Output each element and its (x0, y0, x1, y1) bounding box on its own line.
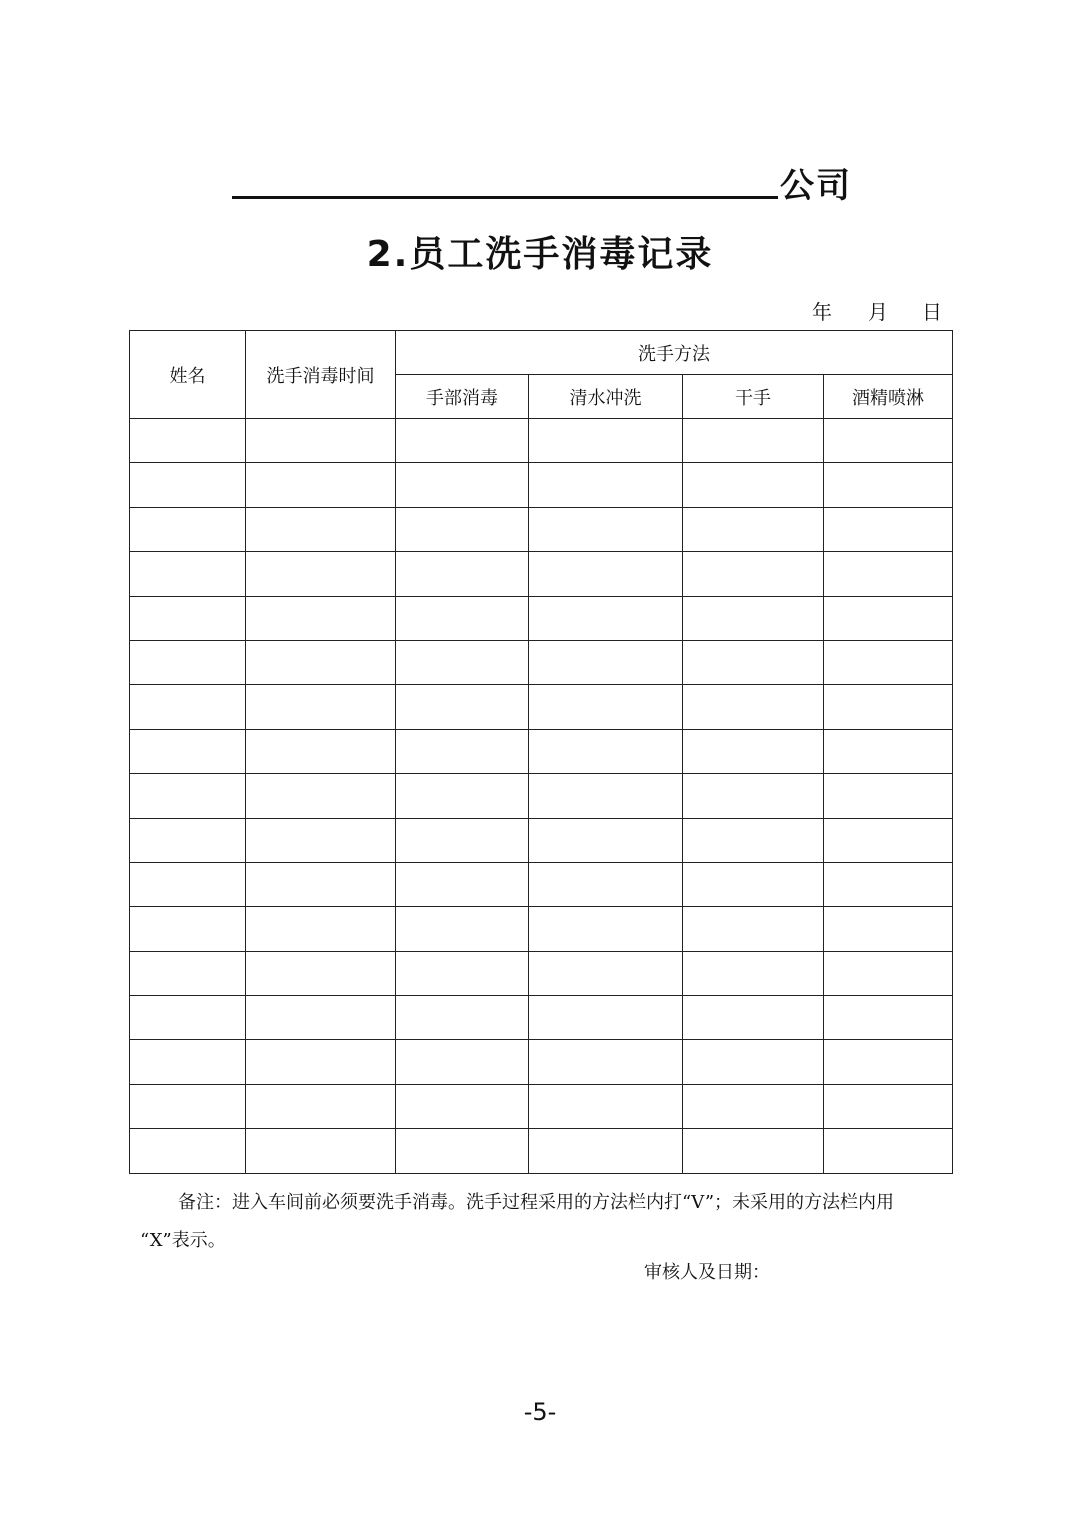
header-water-rinse: 清水冲洗 (529, 375, 683, 419)
table-row (130, 729, 953, 773)
cell-hand-disinfection[interactable] (396, 596, 529, 640)
cell-water-rinse[interactable] (529, 640, 683, 684)
cell-alcohol-spray[interactable] (824, 552, 953, 596)
cell-time[interactable] (246, 951, 396, 995)
cell-hand-disinfection[interactable] (396, 907, 529, 951)
cell-alcohol-spray[interactable] (824, 596, 953, 640)
cell-water-rinse[interactable] (529, 996, 683, 1040)
cell-time[interactable] (246, 729, 396, 773)
cell-water-rinse[interactable] (529, 1129, 683, 1173)
cell-hand-dry[interactable] (683, 818, 824, 862)
cell-hand-dry[interactable] (683, 552, 824, 596)
cell-hand-dry[interactable] (683, 1040, 824, 1084)
cell-hand-dry[interactable] (683, 507, 824, 551)
cell-time[interactable] (246, 1129, 396, 1173)
header-time: 洗手消毒时间 (246, 331, 396, 419)
cell-hand-disinfection[interactable] (396, 1129, 529, 1173)
cell-hand-dry[interactable] (683, 685, 824, 729)
cell-alcohol-spray[interactable] (824, 729, 953, 773)
date-day-label: 日 (922, 300, 942, 324)
cell-time[interactable] (246, 862, 396, 906)
table-row (130, 419, 953, 463)
cell-time[interactable] (246, 596, 396, 640)
table-row (130, 1129, 953, 1173)
handwash-record-table (129, 330, 953, 1174)
table-row (130, 774, 953, 818)
cell-hand-disinfection[interactable] (396, 463, 529, 507)
header-hand-disinfection: 手部消毒 (396, 375, 529, 419)
cell-hand-dry[interactable] (683, 1084, 824, 1128)
cell-name[interactable] (130, 552, 246, 596)
company-suffix: 公司 (780, 166, 852, 206)
cell-time[interactable] (246, 419, 396, 463)
cell-water-rinse[interactable] (529, 907, 683, 951)
cell-alcohol-spray[interactable] (824, 463, 953, 507)
table-row (130, 596, 953, 640)
note-line-1: 备注：进入车间前必须要洗手消毒。洗手过程采用的方法栏内打“V”；未采用的方法栏内用 (178, 1192, 895, 1213)
header-method-group: 洗手方法 (396, 331, 953, 375)
table-row (130, 1040, 953, 1084)
cell-hand-disinfection[interactable] (396, 507, 529, 551)
company-name-row (232, 158, 852, 206)
table-row (130, 818, 953, 862)
cell-time[interactable] (246, 907, 396, 951)
cell-water-rinse[interactable] (529, 774, 683, 818)
header-hand-dry: 干手 (683, 375, 824, 419)
cell-water-rinse[interactable] (529, 1040, 683, 1084)
cell-time[interactable] (246, 640, 396, 684)
cell-time[interactable] (246, 685, 396, 729)
page-number: -5- (523, 1398, 557, 1426)
cell-hand-disinfection[interactable] (396, 1040, 529, 1084)
cell-name[interactable] (130, 862, 246, 906)
table-row (130, 862, 953, 906)
cell-name[interactable] (130, 1129, 246, 1173)
table-row (130, 685, 953, 729)
cell-time[interactable] (246, 774, 396, 818)
cell-name[interactable] (130, 463, 246, 507)
cell-alcohol-spray[interactable] (824, 951, 953, 995)
cell-time[interactable] (246, 818, 396, 862)
cell-water-rinse[interactable] (529, 552, 683, 596)
cell-hand-dry[interactable] (683, 596, 824, 640)
table-row (130, 507, 953, 551)
cell-hand-dry[interactable] (683, 951, 824, 995)
cell-name[interactable] (130, 640, 246, 684)
cell-hand-dry[interactable] (683, 907, 824, 951)
reviewer-date-label: 审核人及日期： (644, 1262, 770, 1283)
cell-water-rinse[interactable] (529, 862, 683, 906)
cell-water-rinse[interactable] (529, 818, 683, 862)
cell-water-rinse[interactable] (529, 463, 683, 507)
cell-hand-disinfection[interactable] (396, 1084, 529, 1128)
document-title: 2.员工洗手消毒记录 (366, 234, 714, 275)
table-row (130, 951, 953, 995)
cell-hand-dry[interactable] (683, 996, 824, 1040)
cell-name[interactable] (130, 596, 246, 640)
header-name: 姓名 (130, 331, 246, 419)
cell-alcohol-spray[interactable] (824, 1084, 953, 1128)
note (140, 1184, 950, 1260)
cell-hand-disinfection[interactable] (396, 996, 529, 1040)
cell-name[interactable] (130, 729, 246, 773)
cell-water-rinse[interactable] (529, 596, 683, 640)
cell-hand-dry[interactable] (683, 862, 824, 906)
cell-hand-disinfection[interactable] (396, 729, 529, 773)
cell-alcohol-spray[interactable] (824, 862, 953, 906)
cell-alcohol-spray[interactable] (824, 685, 953, 729)
cell-time[interactable] (246, 552, 396, 596)
cell-alcohol-spray[interactable] (824, 640, 953, 684)
cell-water-rinse[interactable] (529, 1084, 683, 1128)
cell-hand-disinfection[interactable] (396, 552, 529, 596)
cell-alcohol-spray[interactable] (824, 419, 953, 463)
header-alcohol-spray: 酒精喷淋 (824, 375, 953, 419)
cell-name[interactable] (130, 996, 246, 1040)
company-name-blank[interactable] (232, 196, 778, 199)
cell-alcohol-spray[interactable] (824, 507, 953, 551)
cell-alcohol-spray[interactable] (824, 818, 953, 862)
table-row (130, 907, 953, 951)
cell-name[interactable] (130, 507, 246, 551)
date-month-label: 月 (868, 300, 888, 324)
cell-hand-disinfection[interactable] (396, 818, 529, 862)
cell-alcohol-spray[interactable] (824, 1129, 953, 1173)
cell-time[interactable] (246, 996, 396, 1040)
cell-hand-dry[interactable] (683, 463, 824, 507)
cell-hand-disinfection[interactable] (396, 862, 529, 906)
cell-water-rinse[interactable] (529, 419, 683, 463)
cell-water-rinse[interactable] (529, 685, 683, 729)
cell-hand-disinfection[interactable] (396, 640, 529, 684)
cell-time[interactable] (246, 463, 396, 507)
table-row (130, 552, 953, 596)
cell-hand-dry[interactable] (683, 1129, 824, 1173)
cell-alcohol-spray[interactable] (824, 996, 953, 1040)
cell-water-rinse[interactable] (529, 951, 683, 995)
cell-hand-dry[interactable] (683, 640, 824, 684)
cell-name[interactable] (130, 951, 246, 995)
cell-alcohol-spray[interactable] (824, 1040, 953, 1084)
cell-hand-disinfection[interactable] (396, 685, 529, 729)
cell-hand-dry[interactable] (683, 729, 824, 773)
cell-name[interactable] (130, 1084, 246, 1128)
cell-time[interactable] (246, 1040, 396, 1084)
cell-name[interactable] (130, 1040, 246, 1084)
cell-name[interactable] (130, 685, 246, 729)
cell-hand-dry[interactable] (683, 774, 824, 818)
cell-time[interactable] (246, 507, 396, 551)
cell-alcohol-spray[interactable] (824, 907, 953, 951)
cell-water-rinse[interactable] (529, 729, 683, 773)
cell-hand-dry[interactable] (683, 419, 824, 463)
cell-time[interactable] (246, 1084, 396, 1128)
cell-hand-disinfection[interactable] (396, 419, 529, 463)
cell-name[interactable] (130, 818, 246, 862)
note-line-2: “X”表示。 (140, 1230, 226, 1251)
cell-hand-disinfection[interactable] (396, 774, 529, 818)
cell-water-rinse[interactable] (529, 507, 683, 551)
date-year-label: 年 (812, 300, 832, 324)
table-row (130, 996, 953, 1040)
header-row-1 (130, 331, 953, 375)
table-row (130, 463, 953, 507)
cell-hand-disinfection[interactable] (396, 951, 529, 995)
cell-name[interactable] (130, 774, 246, 818)
table-row (130, 1084, 953, 1128)
cell-name[interactable] (130, 907, 246, 951)
cell-alcohol-spray[interactable] (824, 774, 953, 818)
cell-name[interactable] (130, 419, 246, 463)
table-row (130, 640, 953, 684)
